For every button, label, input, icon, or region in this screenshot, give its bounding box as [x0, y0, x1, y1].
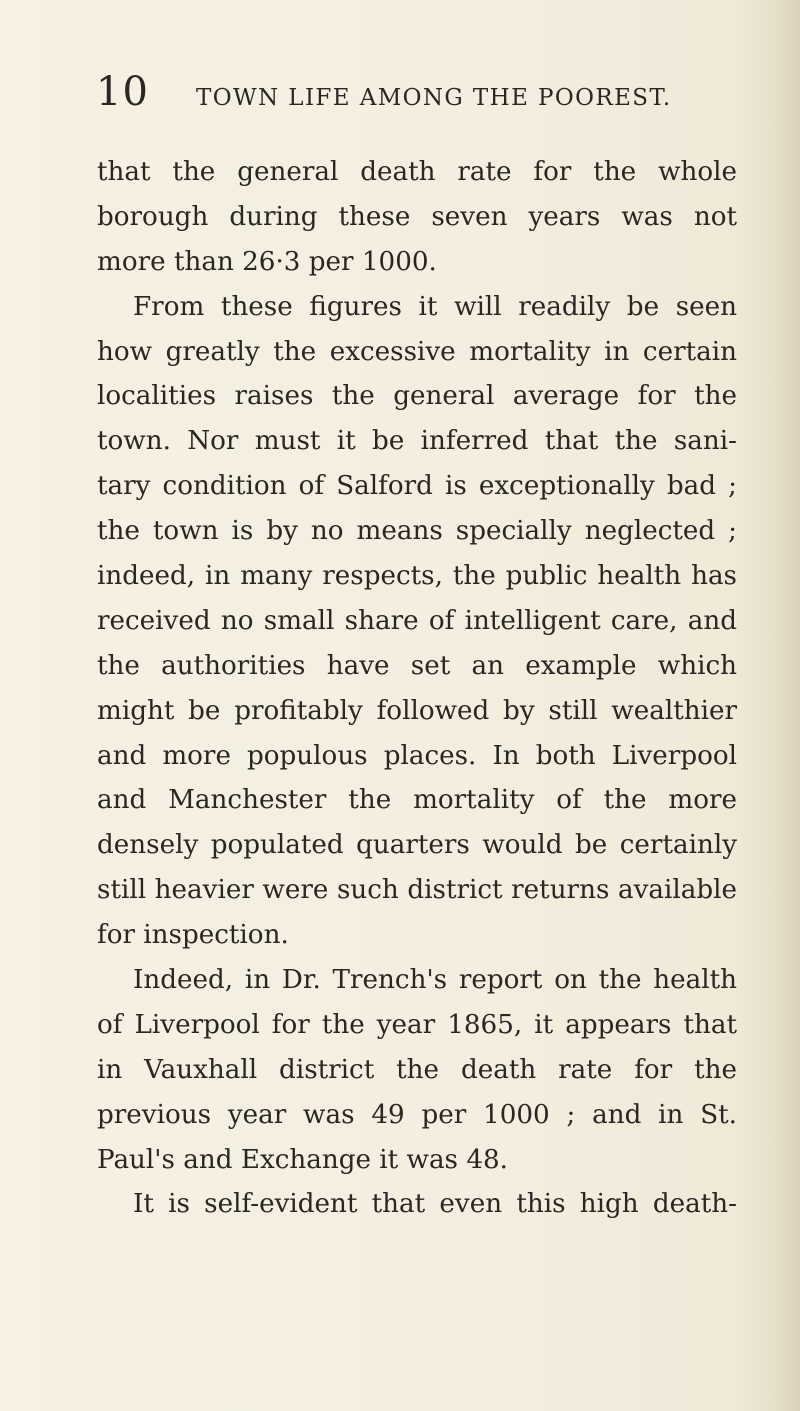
text-line: and Manchester the mortality of the more — [97, 785, 737, 816]
text-line: for inspection. — [97, 920, 289, 951]
text-line: might be profitably followed by still wealthier — [97, 695, 737, 726]
text-line: Indeed, in Dr. Trench's report on the health — [133, 965, 737, 996]
text-line: indeed, in many respects, the public health has — [97, 561, 737, 592]
text-line: Paul's and Exchange it was 48. — [97, 1144, 508, 1175]
text-line: tary condition of Salford is exceptionally bad ; — [97, 471, 737, 502]
text-line: and more populous places. In both Liverpool — [97, 740, 737, 771]
text-line: received no small share of intelligent care, and — [97, 605, 737, 636]
page-number: 10 — [96, 69, 149, 115]
text-line: still heavier were such district returns available — [97, 875, 737, 906]
text-line: of Liverpool for the year 1865, it appears that — [97, 1009, 737, 1040]
text-line: more than 26·3 per 1000. — [97, 246, 437, 277]
text-line: previous year was 49 per 1000 ; and in St. — [97, 1099, 737, 1130]
text-line: densely populated quarters would be certainly — [97, 830, 737, 861]
text-line: how greatly the excessive mortality in certain — [97, 336, 737, 367]
text-line: town. Nor must it be inferred that the sani- — [97, 426, 737, 457]
text-line: in Vauxhall district the death rate for the — [97, 1054, 737, 1085]
body-text — [97, 150, 737, 1227]
text-line: the authorities have set an example which — [97, 650, 737, 681]
text-line: From these figures it will readily be seen — [133, 291, 737, 322]
text-line: It is self-evident that even this high death- — [133, 1189, 737, 1220]
running-head: TOWN LIFE AMONG THE POOREST. — [196, 85, 672, 111]
text-line: localities raises the general average for the — [97, 381, 737, 412]
text-line: borough during these seven years was not — [97, 201, 737, 232]
text-line: that the general death rate for the whole — [97, 157, 737, 187]
text-line: the town is by no means specially neglected ; — [97, 516, 737, 547]
